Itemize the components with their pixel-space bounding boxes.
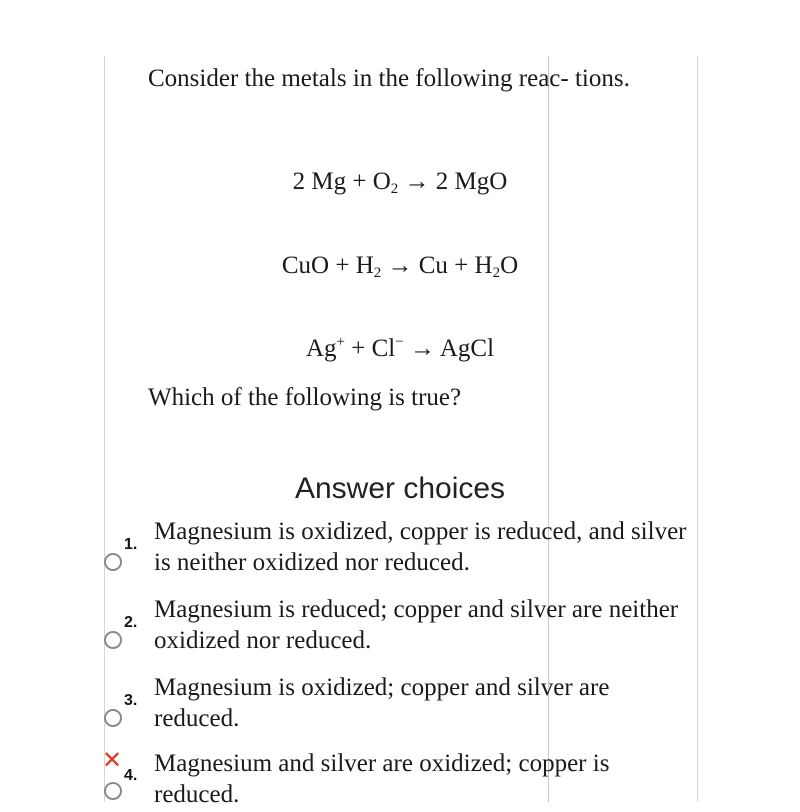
answer-choice-4[interactable] <box>100 748 700 812</box>
choice-text[interactable]: Magnesium and silver are oxidized; copper is reduced. <box>154 750 610 808</box>
answer-choice-3[interactable] <box>100 672 700 736</box>
question-prompt: Which of the following is true? <box>148 384 462 411</box>
equation-2: CuO + $H_2 \to Cu + H_2O$ <box>281 252 519 281</box>
answer-choice-2[interactable] <box>100 594 700 658</box>
choice-text[interactable]: Magnesium is oxidized, copper is reduced, and silver is neither oxidized nor reduced. <box>154 518 687 576</box>
question-intro: Consider the metals in the following reac- tions. <box>148 65 630 92</box>
choice-number: 1. <box>124 536 138 553</box>
radio-button-4[interactable] <box>104 782 122 800</box>
wrong-answer-icon: ✕ <box>102 746 123 774</box>
choice-number: 3. <box>124 692 138 709</box>
choice-text[interactable]: Magnesium is reduced; copper and silver are neither oxidized nor reduced. <box>154 596 679 654</box>
answer-choice-1[interactable] <box>100 516 700 580</box>
equation-3: Ag+ + Cl− → AgCl <box>305 334 495 362</box>
answer-choices-heading: Answer choices <box>294 472 506 505</box>
radio-button-3[interactable] <box>104 709 122 727</box>
choice-text[interactable]: Magnesium is oxidized; copper and silver are reduced. <box>154 674 610 732</box>
equation-1: 2 $Mg + O_2 \to 2$ MgO <box>292 168 508 197</box>
choice-number: 4. <box>124 767 138 784</box>
radio-button-2[interactable] <box>104 631 122 649</box>
choice-number: 2. <box>124 614 138 631</box>
radio-button-1[interactable] <box>104 553 122 571</box>
